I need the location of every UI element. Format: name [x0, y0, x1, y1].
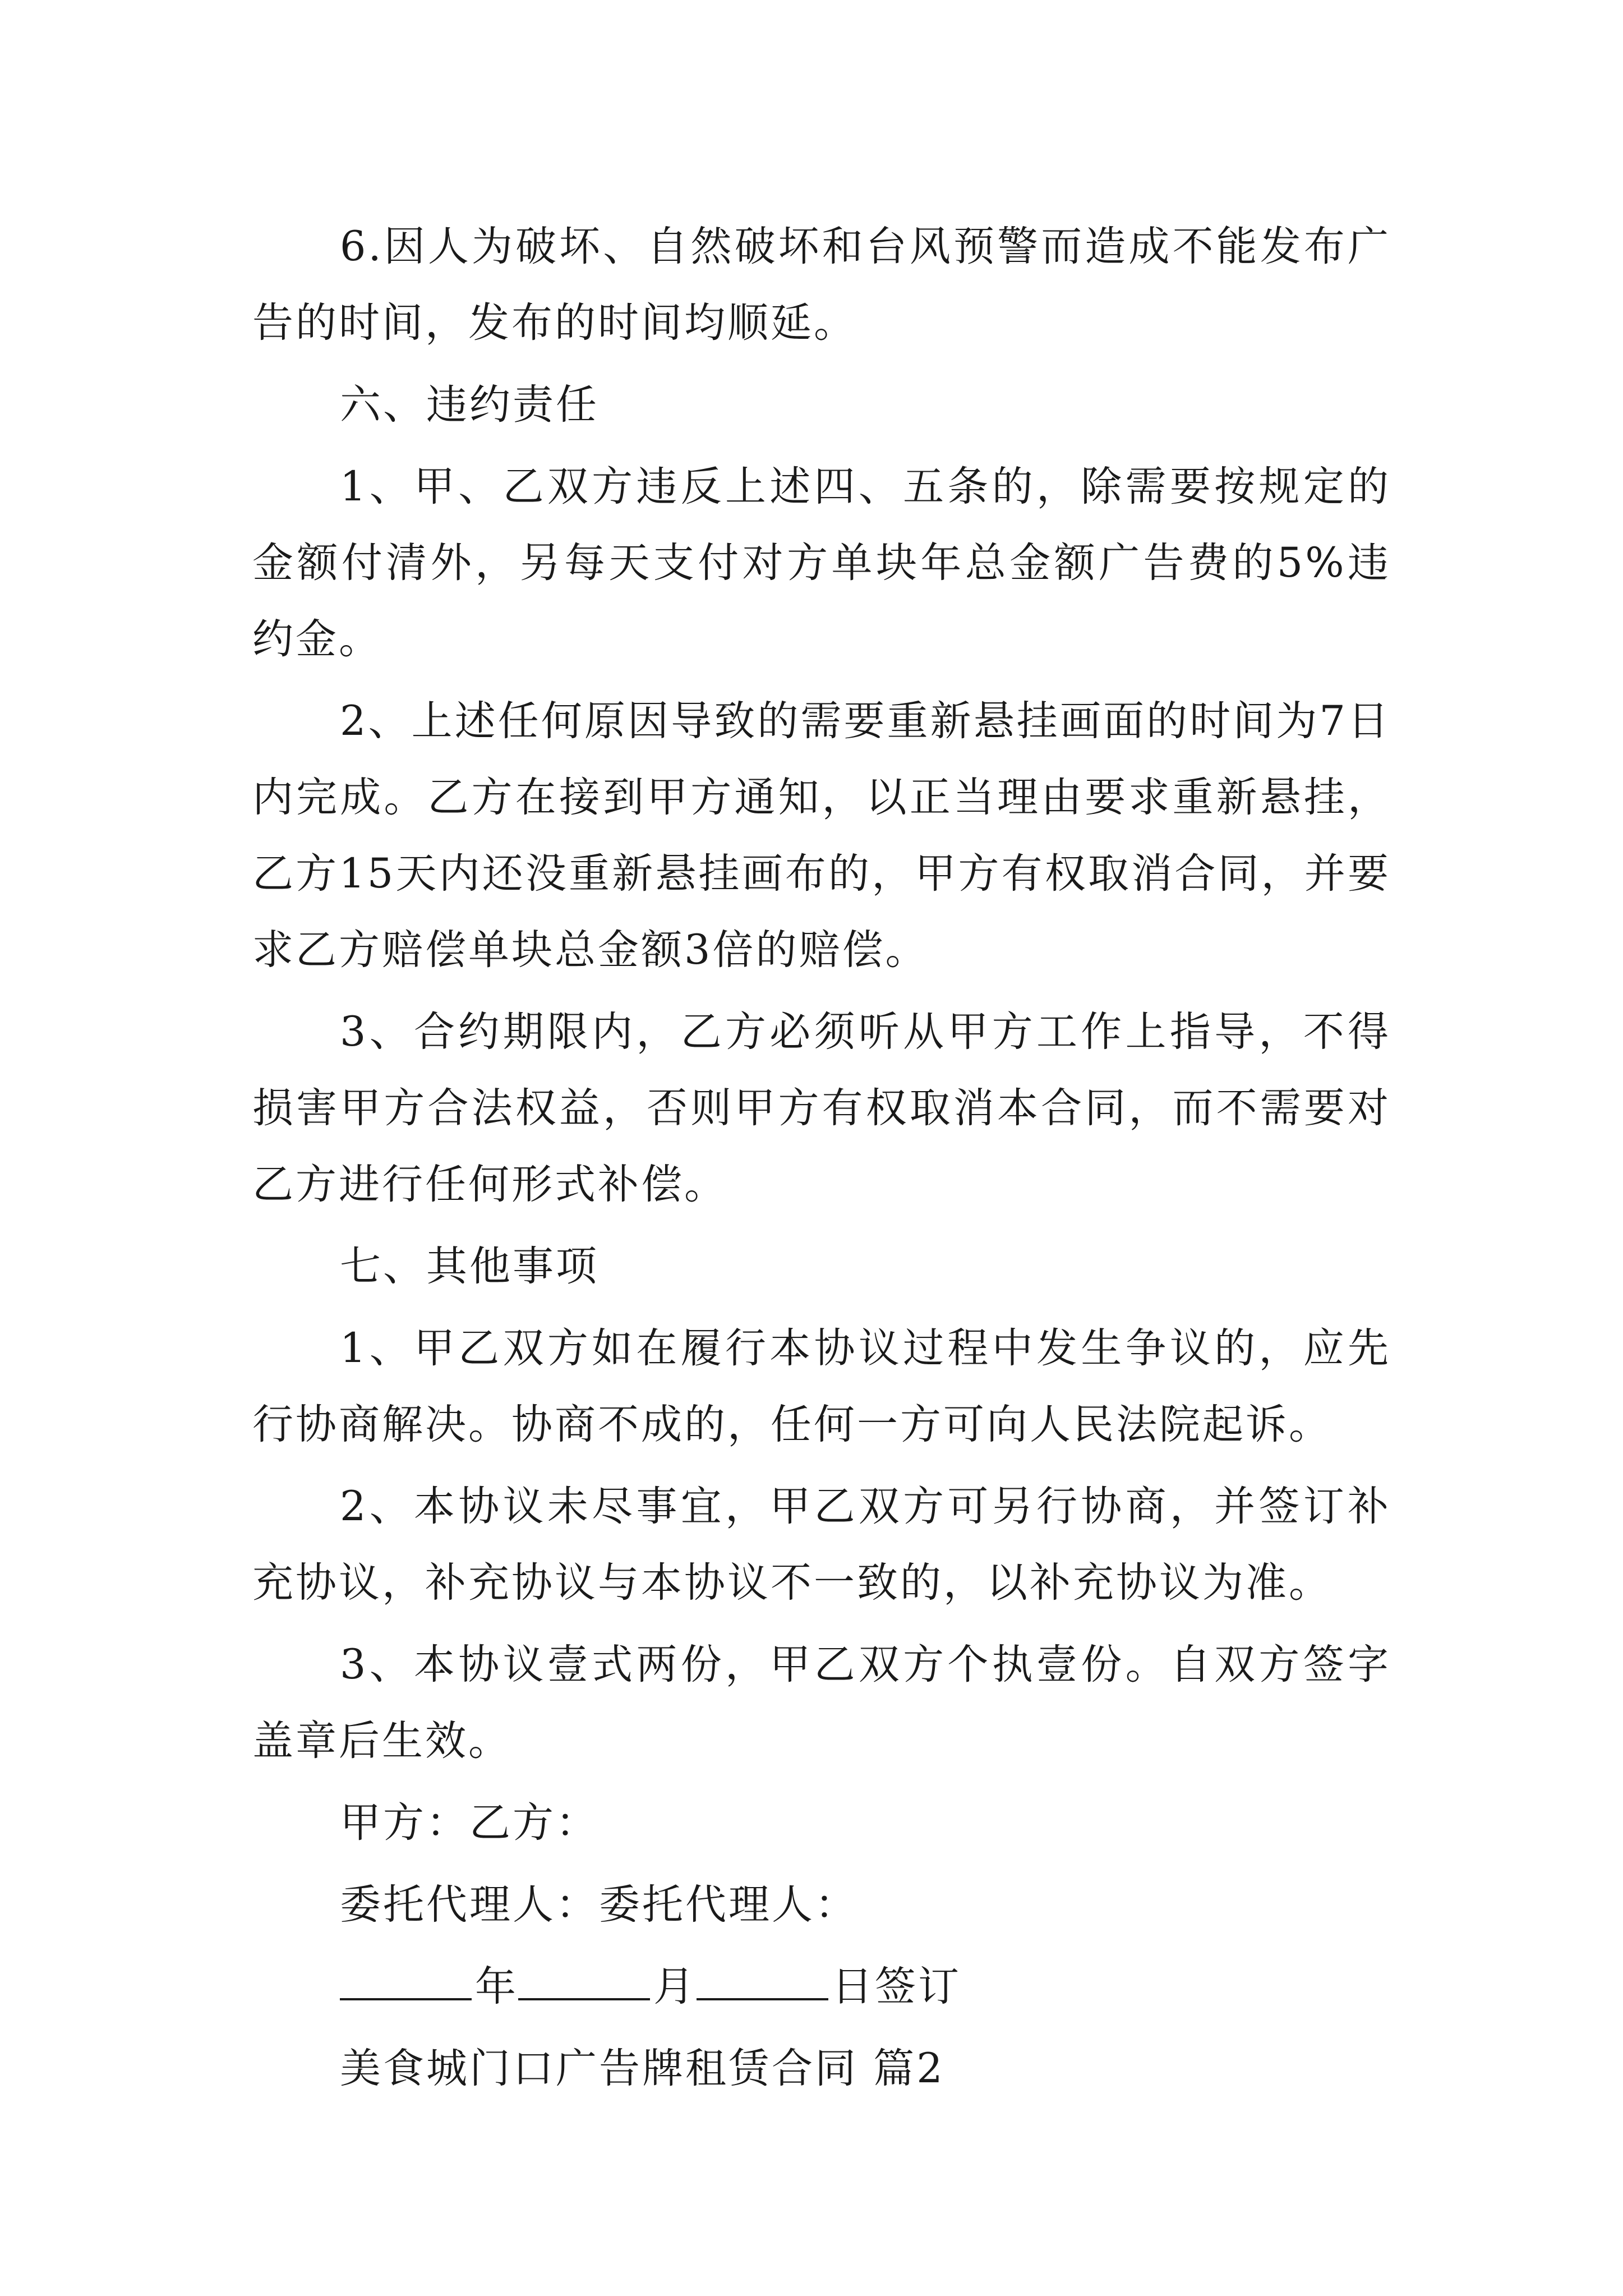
year-label: 年 [475, 1963, 518, 2010]
year-blank [340, 1959, 472, 2000]
section-heading-other: 七、其他事项 [340, 1243, 599, 1290]
section-heading-breach: 六、违约责任 [340, 381, 599, 429]
next-section-title: 美食城门口广告牌租赁合同 篇2 [340, 2045, 945, 2092]
signature-parties: 甲方：乙方： [340, 1799, 599, 1847]
document-body [252, 209, 1391, 2107]
month-label: 月 [653, 1963, 697, 2010]
paragraph-other-3: 3、本协议壹式两份，甲乙双方个执壹份。自双方签字盖章后生效。 [252, 1641, 1391, 1765]
paragraph-6-delay: 6.因人为破坏、自然破坏和台风预警而造成不能发布广告的时间，发布的时间均顺延。 [252, 223, 1391, 347]
day-blank [697, 1959, 828, 2000]
paragraph-breach-1: 1、甲、乙双方违反上述四、五条的，除需要按规定的金额付清外，另每天支付对方单块年总金额广告费的5%违约金。 [252, 463, 1391, 663]
paragraph-other-1: 1、甲乙双方如在履行本协议过程中发生争议的，应先行协商解决。协商不成的，任何一方可向人民法院起诉。 [252, 1324, 1391, 1448]
date-line [252, 1949, 1391, 2025]
month-blank [518, 1959, 650, 2000]
day-label: 日签订 [832, 1963, 961, 2010]
paragraph-breach-3: 3、合约期限内，乙方必须听从甲方工作上指导，不得损害甲方合法权益，否则甲方有权取消本合同，而不需要对乙方进行任何形式补偿。 [252, 1008, 1391, 1208]
signature-agents: 委托代理人：委托代理人： [340, 1881, 858, 1929]
paragraph-breach-2: 2、上述任何原因导致的需要重新悬挂画面的时间为7日内完成。乙方在接到甲方通知，以正当理由要求重新悬挂，乙方15天内还没重新悬挂画布的，甲方有权取消合同，并要求乙方赔偿单块总金额3倍的赔偿。 [252, 697, 1391, 974]
paragraph-other-2: 2、本协议未尽事宜，甲乙双方可另行协商，并签订补充协议，补充协议与本协议不一致的，以补充协议为准。 [252, 1483, 1391, 1607]
